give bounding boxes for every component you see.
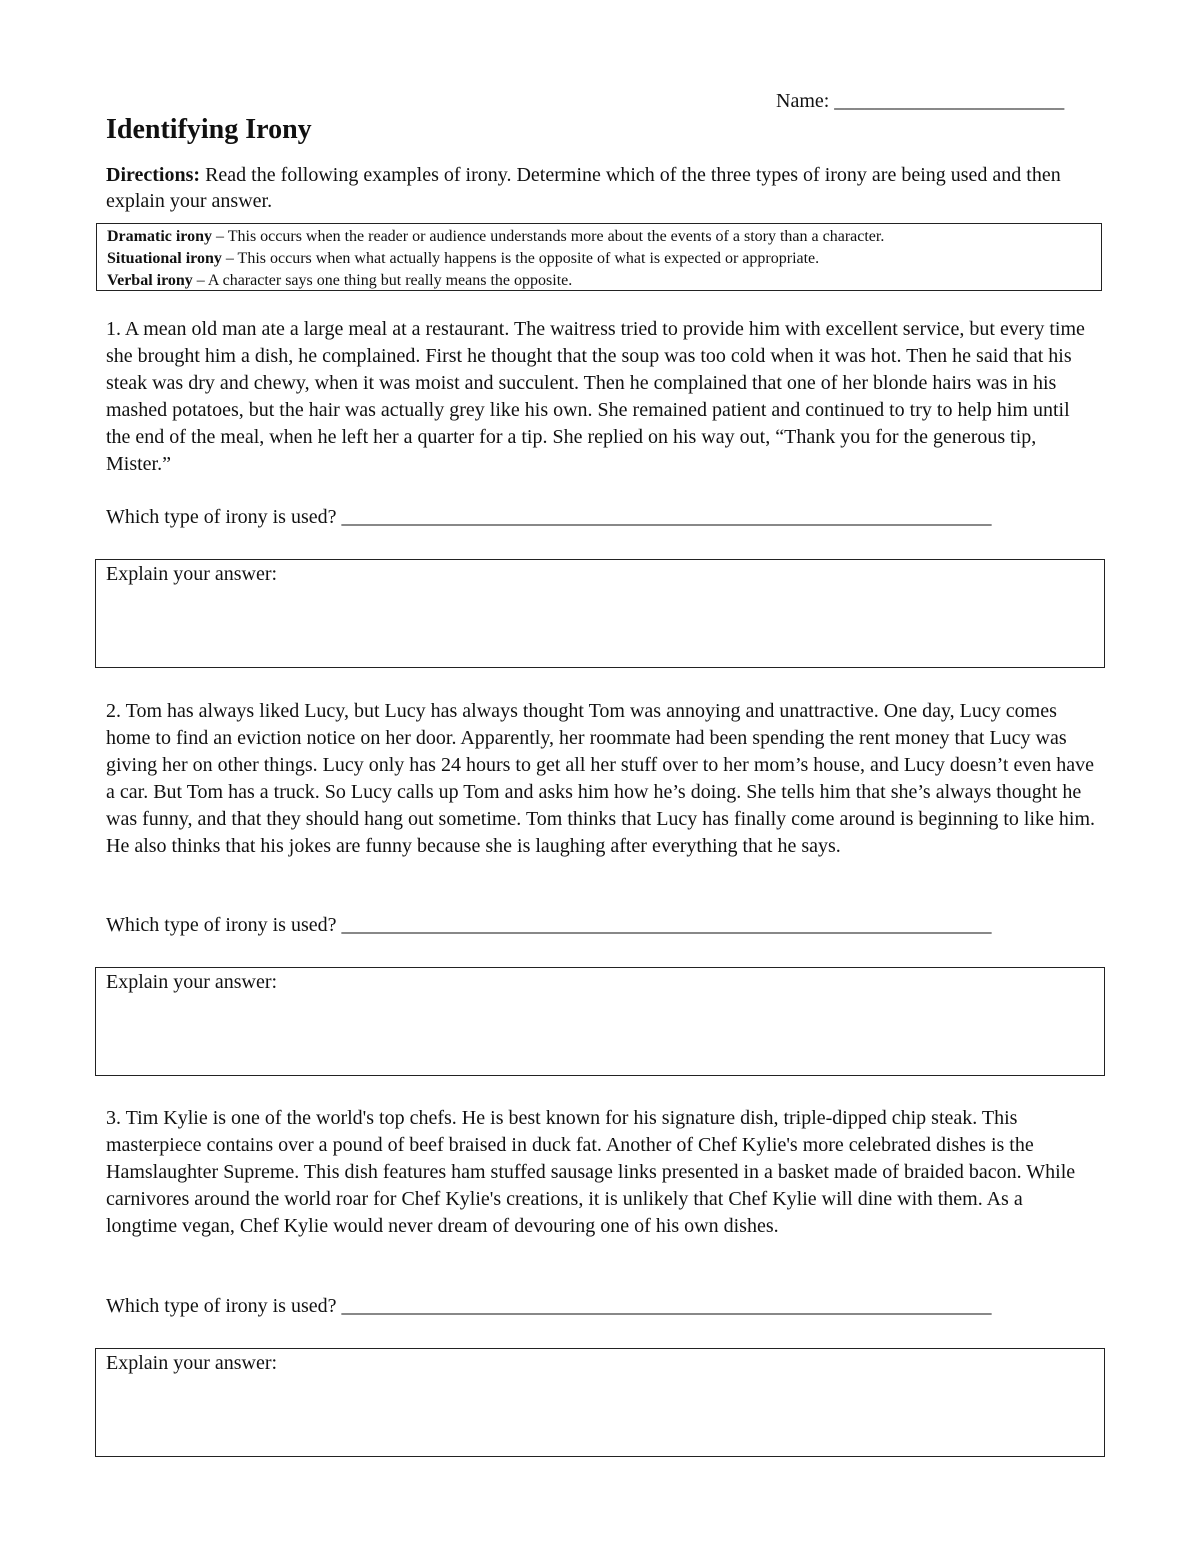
definition-situational xyxy=(107,248,1091,270)
definition-term: Dramatic irony xyxy=(107,228,213,245)
question-2-passage: 2. Tom has always liked Lucy, but Lucy has always thought Tom was annoying and unattractive. One day, Lucy comes home to find an eviction notice on her door. Apparently, her roommate had been spending the rent money that Lucy was giving her on other things. Lucy only has 24 hours to get all her stuff over to her mom’s house, and Lucy doesn’t even have a car. But Tom has a truck. So Lucy calls up Tom and asks him how he’s doing. She tells him that she’s always thought he was funny, and that they should hang out sometime. Tom thinks that Lucy has finally come around is beginning to like him. He also thinks that his jokes are funny because she is laughing after everything that he says. xyxy=(106,700,1096,857)
question-1-passage: 1. A mean old man ate a large meal at a restaurant. The waitress tried to provide him with excellent service, but every time she brought him a dish, he complained. First he thought that the soup was too cold when it was hot. Then he said that his steak was dry and chewy, when it was moist and succulent. Then he complained that one of her blonde hairs was in his mashed potatoes, but the hair was actually grey like his own. She remained patient and continued to try to help him until the end of the meal, when he left her a quarter for a tip. She replied on his way out, “Thank you for the generous tip, Mister.” xyxy=(106,318,1085,475)
explain-label: Explain your answer: xyxy=(106,563,278,585)
definition-text: – A character says one thing but really means the opposite. xyxy=(192,272,573,289)
definition-text: – This occurs when what actually happens is the opposite of what is expected or appropriate. xyxy=(221,250,820,267)
question-1-prompt[interactable]: Which type of irony is used? _________________________________________________________________ xyxy=(106,506,992,528)
directions-label: Directions: xyxy=(106,164,201,186)
question-2-explain-box[interactable] xyxy=(95,967,1105,1076)
question-3-prompt[interactable]: Which type of irony is used? _________________________________________________________________ xyxy=(106,1295,992,1317)
question-3-explain-box[interactable] xyxy=(95,1348,1105,1457)
page-title: Identifying Irony xyxy=(106,114,312,145)
definition-verbal xyxy=(107,270,1091,292)
name-field-label: Name: _______________________ xyxy=(776,90,1065,112)
explain-label: Explain your answer: xyxy=(106,971,278,993)
question-2-prompt[interactable]: Which type of irony is used? _________________________________________________________________ xyxy=(106,914,992,936)
directions-text: Read the following examples of irony. Determine which of the three types of irony are being used and then explain your answer. xyxy=(106,164,1061,212)
definition-dramatic xyxy=(107,226,1091,248)
definition-term: Verbal irony xyxy=(107,272,193,289)
definition-text: – This occurs when the reader or audience understands more about the events of a story than a character. xyxy=(212,228,885,245)
question-1-explain-box[interactable] xyxy=(95,559,1105,668)
irony-definitions-box xyxy=(96,223,1102,291)
definition-term: Situational irony xyxy=(107,250,222,267)
question-3-passage: 3. Tim Kylie is one of the world's top chefs. He is best known for his signature dish, triple-dipped chip steak. This masterpiece contains over a pound of beef braised in duck fat. Another of Chef Kylie's more celebrated dishes is the Hamslaughter Supreme. This dish features ham stuffed sausage links presented in a basket made of braided bacon. While carnivores around the world roar for Chef Kylie's creations, it is unlikely that Chef Kylie will dine with them. As a longtime vegan, Chef Kylie would never dream of devouring one of his own dishes. xyxy=(106,1107,1076,1237)
directions xyxy=(106,162,1096,214)
explain-label: Explain your answer: xyxy=(106,1352,278,1374)
